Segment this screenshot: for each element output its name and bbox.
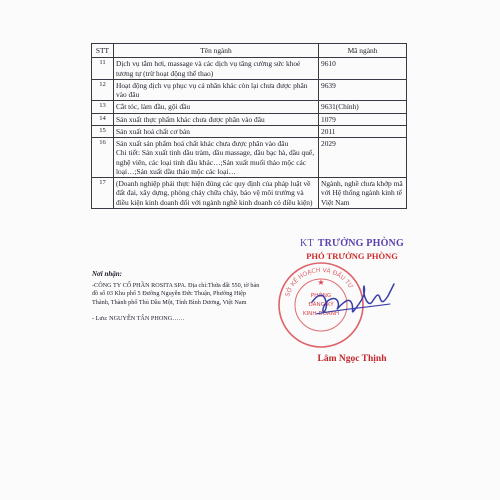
- kt-label: KT: [300, 238, 314, 249]
- seal-star-icon: ★: [317, 278, 325, 287]
- row-stt: 11: [92, 58, 114, 80]
- table-row: [92, 113, 407, 125]
- row-code: 9639: [319, 79, 407, 101]
- table-header-row: [92, 44, 407, 58]
- row-code: 2011: [319, 125, 407, 137]
- deputy-title: PHÓ TRƯỞNG PHÒNG: [306, 251, 398, 261]
- signer-name: Lâm Ngọc Thịnh: [317, 354, 387, 364]
- row-code: Ngành, nghề chưa khớp mã với Hệ thống ngành kinh tế Việt Nam: [319, 178, 407, 209]
- row-name: Sản xuất sản phẩm hoá chất khác chưa được phân vào đâu: [116, 139, 289, 148]
- row-stt: 13: [92, 101, 114, 113]
- row-code: 2029: [319, 138, 407, 178]
- table-row: [92, 101, 407, 113]
- row-code: 1079: [319, 113, 407, 125]
- header-name: Tên ngành: [114, 44, 319, 58]
- handwritten-signature: [306, 272, 398, 332]
- row-code: 9610: [319, 58, 407, 80]
- row-name: Sản xuất hoá chất cơ bản: [114, 125, 319, 137]
- business-lines-table: [91, 43, 407, 209]
- row-detail: Chi tiết: Sản xuất tinh dầu tràm, dầu massage, dầu bạc hà, dầu quế, nghệ viên, các loại tinh dầu khác…;Sản xuất muối thảo mộc các loại…;Sản xuất dầu thảo mộc các loại…: [116, 148, 315, 176]
- row-name-cell: [114, 138, 319, 178]
- row-name: Sản xuất thực phẩm khác chưa được phân vào đâu: [114, 113, 319, 125]
- row-stt: 17: [92, 178, 114, 209]
- recipients-block: [92, 270, 262, 325]
- header-code: Mã ngành: [319, 44, 407, 58]
- table-row: [92, 79, 407, 101]
- row-stt: 12: [92, 79, 114, 101]
- seal-line: ĐĂNG KÝ: [308, 302, 334, 308]
- table-row: [92, 58, 407, 80]
- row-code: 9631(Chính): [319, 101, 407, 113]
- table-row: [92, 178, 407, 209]
- row-name: (Doanh nghiệp phải thực hiện đúng các quy định của pháp luật về đất đai, xây dựng, phòng cháy chữa cháy, bảo vệ môi trường và điều kiện kinh doanh đối với ngành nghề kinh doanh có điều kiện): [114, 178, 319, 209]
- recipient-archive: - Lưu: NGUYỄN TẤN PHONG……: [92, 314, 185, 322]
- header-stt: STT: [92, 44, 114, 58]
- row-name: Cắt tóc, làm đầu, gội đầu: [114, 101, 319, 113]
- row-name: Dịch vụ tắm hơi, massage và các dịch vụ tăng cường sức khoẻ tương tự (trừ hoạt động thể thao): [114, 58, 319, 80]
- row-stt: 16: [92, 138, 114, 178]
- row-stt: 15: [92, 125, 114, 137]
- table-row: [92, 125, 407, 137]
- title-label: TRƯỞNG PHÒNG: [317, 238, 404, 249]
- seal-line: KINH DOANH: [302, 311, 340, 317]
- seal-line: PHÒNG: [310, 293, 332, 299]
- signature-title: [282, 238, 422, 249]
- recipient-company: -CÔNG TY CỔ PHẦN ROSITA SPA. Địa chỉ:Thửa đất 550, tờ bản đồ số 03 Khu phố 5 Đường Nguyễn Đức Thuận, Phường Hiệp Thành, Thành phố Thủ Dầu Một, Tỉnh Bình Dương, Việt Nam: [92, 282, 260, 306]
- table-row: [92, 138, 407, 178]
- seal-ring-text: SỞ KẾ HOẠCH VÀ ĐẦU TƯ: [284, 266, 355, 298]
- row-name: Hoạt động dịch vụ phục vụ cá nhân khác còn lại chưa được phân vào đâu: [114, 79, 319, 101]
- row-stt: 14: [92, 113, 114, 125]
- recipients-header: Nơi nhận:: [92, 270, 123, 278]
